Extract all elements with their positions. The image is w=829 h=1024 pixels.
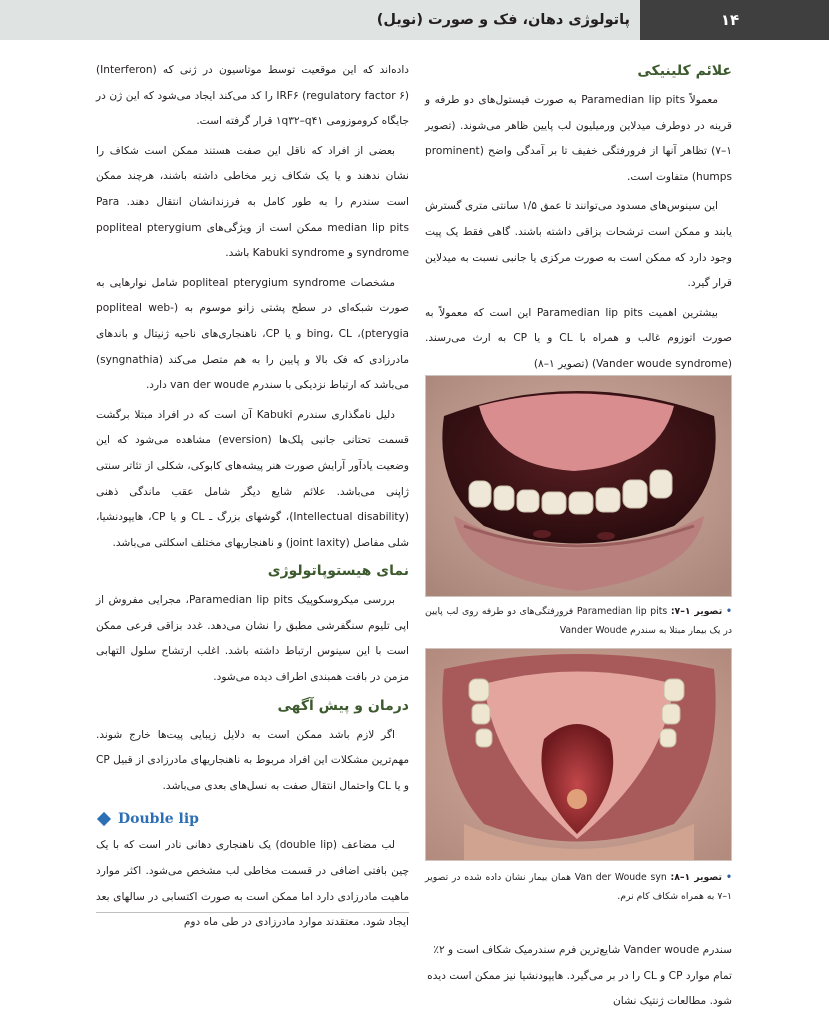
paragraph: سندرم Vander woude شایع‌ترین فرم سندرمیک شکاف است و ۲٪ تمام موارد CP و CL را در بر می‌گیرد. هایپودنشیا نیز ممکن است دیده شود. مطالعات ژنتیک نشان xyxy=(427,944,732,1008)
caption-text: Paramedian lip pits فرورفتگی‌های دو طرفه روی لب پایین در یک بیمار مبتلا به سندرم Vander Woude xyxy=(425,606,732,636)
paragraph: اگر لازم باشد ممکن است به دلایل زیبایی پیت‌ها خارج شوند. مهم‌ترین مشکلات این افراد مربوط به ناهنجاریهای مادرزادی از قبیل CP و یا CL واحتمال انتقال صفت به نسل‌های بعدی می‌باشد. xyxy=(96,728,409,792)
figure-caption-2: • تصویر ۱–۸: Van der Woude syn همان بیمار نشان داده شده در تصویر ۱–۷ به همراه شکاف کام نرم. xyxy=(425,872,732,902)
photo-cleft-palate-illustration xyxy=(425,649,731,861)
figure-photo-cleft-palate xyxy=(425,648,732,861)
page-number: ۱۴ xyxy=(720,11,740,29)
figure-caption-1: • تصویر ۱–۷: Paramedian lip pits فرورفتگی‌های دو طرفه روی لب پایین در یک بیمار مبتلا به سندرم Vander Woude xyxy=(425,606,732,636)
heading-treatment-prognosis: درمان و پیش آگهی xyxy=(277,697,409,714)
figure-label: تصویر ۱–۷: xyxy=(670,606,723,617)
paragraph: مشخصات popliteal pterygium syndrome شامل نوارهایی به صورت شبکه‌ای در سطح پشتی زانو موسوم به (popliteal web- pterygia)، bing، CL و یا CP، ناهنجاری‌های ناحیه ژنیتال و باندهای مادرزادی که فک بالا و پایین را به هم متصل می‌کند (syngnathia) می‌باشد که ارتباط نزدیکی با سندرم van der woude دارد. xyxy=(96,276,410,392)
heading-histopathology: نمای هیستوپاتولوژی xyxy=(267,563,409,580)
paragraph: این سینوس‌های مسدود می‌توانند تا عمق ۱/۵ سانتی متری گسترش یابند و ممکن است ترشحات بزاقی داشته باشند. گاهی فقط یک پیت وجود دارد که ممکن است به صورت مرکزی یا جانبی نسبت به میدلاین قرار گیرد. xyxy=(425,200,732,290)
diamond-bullet-icon xyxy=(97,812,111,826)
paragraph: بعضی از افراد که ناقل این صفت هستند ممکن است شکاف را نشان ندهند و یا یک شکاف زیر مخاطی داشته باشند، هرچند ممکن است سندرم را به طور کامل به فرزندانشان انتقال دهند. Para median lip pits ممکن است از ویژگی‌های popliteal pterygium syndrome و Kabuki syndrome باشد. xyxy=(96,144,409,260)
section-heading-double-lip xyxy=(96,807,409,831)
page-header xyxy=(0,0,829,40)
book-title: پاتولوژی دهان، فک و صورت (نویل) xyxy=(376,12,630,28)
figure-label: تصویر ۱–۸: xyxy=(670,872,723,883)
right-column xyxy=(425,58,732,382)
double-lip-title: Double lip xyxy=(118,811,199,828)
paragraph: دلیل نامگذاری سندرم Kabuki آن است که در افراد مبتلا برگشت قسمت تحتانی جانبی پلک‌ها (eversion) مشاهده می‌شود که این وضعیت یادآور آرایش صورت هنر پیشه‌های کابوکی، شکلی از تئاتر سنتی ژاپنی می‌باشد. علائم شایع دیگر شامل عقب ماندگی ذهنی (Intellectual disability)، گوشهای بزرگ ـ CL و یا CP، هایپودنشیا، شلی مفاصل (joint laxity) و ناهنجاریهای مختلف اسکلتی می‌باشد. xyxy=(96,408,409,549)
heading-clinical-signs: علائم کلینیکی xyxy=(637,63,732,79)
paragraph: لب مضاعف (double lip) یک ناهنجاری دهانی نادر است که با یک چین بافتی اضافی در قسمت مخاطی لب مشخص می‌شود. اکثر موارد ماهیت مادرزادی دارد اما ممکن است به صورت اکتسابی در سالهای بعد ایجاد شود. معتقدند موارد مادرزادی در طی ماه دوم xyxy=(96,839,409,929)
paragraph: معمولاً Paramedian lip pits به صورت فیستول‌های دو طرفه و قرینه در دوطرف میدلاین ورمیلیون لب پایین ظاهر می‌شوند. (تصویر ۱–۷) تظاهر آنها از فرورفتگی خفیف تا بر آمدگی واضح (prominent humps) متفاوت است. xyxy=(425,94,732,183)
paragraph: بررسی میکروسکوپیک Paramedian lip pits، مجرایی مفروش از اپی تلیوم سنگفرشی مطبق را نشان می‌دهد. غدد بزاقی فرعی ممکن است با این سینوس ارتباط داشته باشد. اغلب ارتشاح سلول التهابی مزمن در بافت همبندی اطراف دیده می‌شود. xyxy=(96,594,409,684)
figure-photo-lip-pits xyxy=(425,375,732,597)
section-divider xyxy=(96,912,409,913)
paragraph: بیشترین اهمیت Paramedian lip pits این است که معمولاً به صورت اتوزوم غالب و همراه با CL و یا CP به ارث می‌رسند. (Vander woude syndrome) (تصویر ۱–۸) xyxy=(425,306,732,370)
caption-text: Van der Woude syn همان بیمار نشان داده شده در تصویر ۱–۷ به همراه شکاف کام نرم. xyxy=(425,872,732,902)
photo-lip-pits-illustration xyxy=(425,376,731,597)
left-column xyxy=(96,58,409,940)
paragraph: داده‌اند که این موقعیت توسط موتاسیون در ژنی که (Interferon) IRF۶ (regulatory factor ۶) را کد می‌کند ایجاد می‌شود که این ژن در جایگاه کروموزومی ۱q۳۲–q۴۱ قرار گرفته است. xyxy=(96,64,409,128)
right-column-bottom xyxy=(425,938,732,1019)
